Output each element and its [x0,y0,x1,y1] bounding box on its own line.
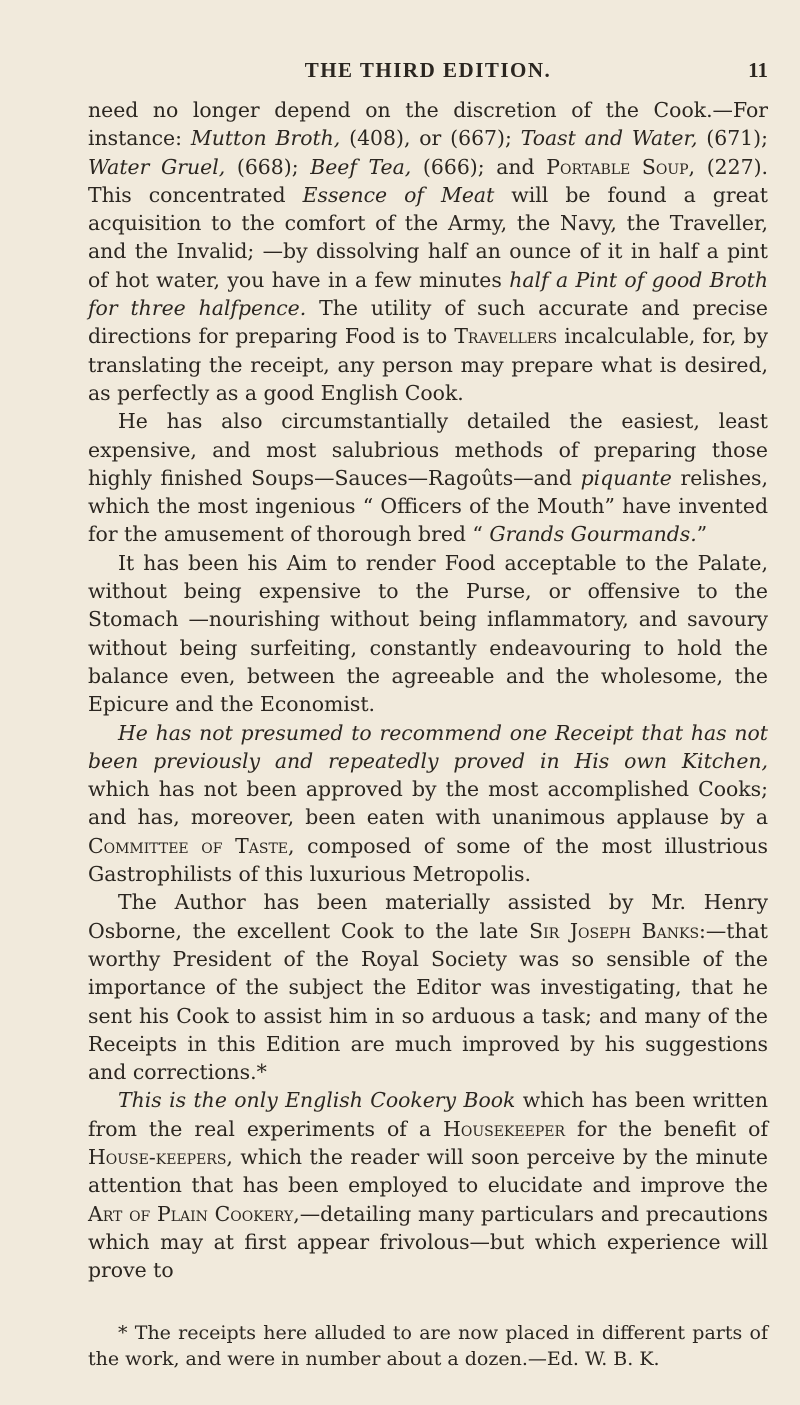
page-number: 11 [748,58,768,82]
footnote: * The receipts here alluded to are now placed in different parts of the work, and were in number about a dozen.—Ed. W. B. K. [88,1322,768,1370]
paragraph-4: He has not presumed to recommend one Receipt that has not been previously and repeatedly proved in His own Kitchen, which has not been approved by the most accomplished Cooks; and has, moreover, been eaten with unanimous applause by a Committee of Taste, composed of some of the most illustrious Gastrophilists of this luxurious Metropolis. [88,720,769,887]
running-title: THE THIRD EDITION. [304,58,552,82]
paragraph-1: need no longer depend on the discretion of the Cook.—For instance: Mutton Broth, (408), or (667); Toast and Water, (671); Water Gruel, (668); Beef Tea, (666); and Portable Soup, (227). This concentrated Essence of Meat will be found a great acquisition to the comfort of the Army, the Navy, the Traveller, and the Invalid; —by dissolving half an ounce of it in half a pint of hot water, you have in a few minutes half a Pint of good Broth for three halfpence. The utility of such accurate and precise directions for preparing Food is to Travellers incalculable, for, by translating the receipt, any person may prepare what is desired, as perfectly as a good English Cook. [88,98,769,405]
body-text [88,96,768,1284]
running-header [88,58,768,86]
paragraph-6: This is the only English Cookery Book which has been written from the real experiments of a Housekeeper for the benefit of House-keepers, which the reader will soon perceive by the minute attention that has been employed to elucidate and improve the Art of Plain Cookery,—detailing many particulars and precautions which may at first appear frivolous—but which experience will prove to [88,1088,769,1283]
paragraph-5: The Author has been materially assisted by Mr. Henry Osborne, the excellent Cook to the late Sir Joseph Banks:—that worthy President of the Royal Society was so sensible of the importance of the subject the Editor was investigating, that he sent his Cook to assist him in so arduous a task; and many of the Receipts in this Edition are much improved by his suggestions and corrections.* [88,890,768,1085]
paragraph-2: He has also circumstantially detailed the easiest, least expensive, and most salubrious methods of preparing those highly finished Soups—Sauces—Ragoûts—and piquante relishes, which the most ingenious “ Officers of the Mouth” have invented for the amusement of thorough bred “ Grands Gourmands.” [88,409,769,547]
paragraph-3: It has been his Aim to render Food acceptable to the Palate, without being expensive to the Purse, or offensive to the Stomach —nourishing without being inflammatory, and savoury without being surfeiting, constantly endeavouring to hold the balance even, between the agreeable and the wholesome, the Epicure and the Economist. [88,550,768,717]
